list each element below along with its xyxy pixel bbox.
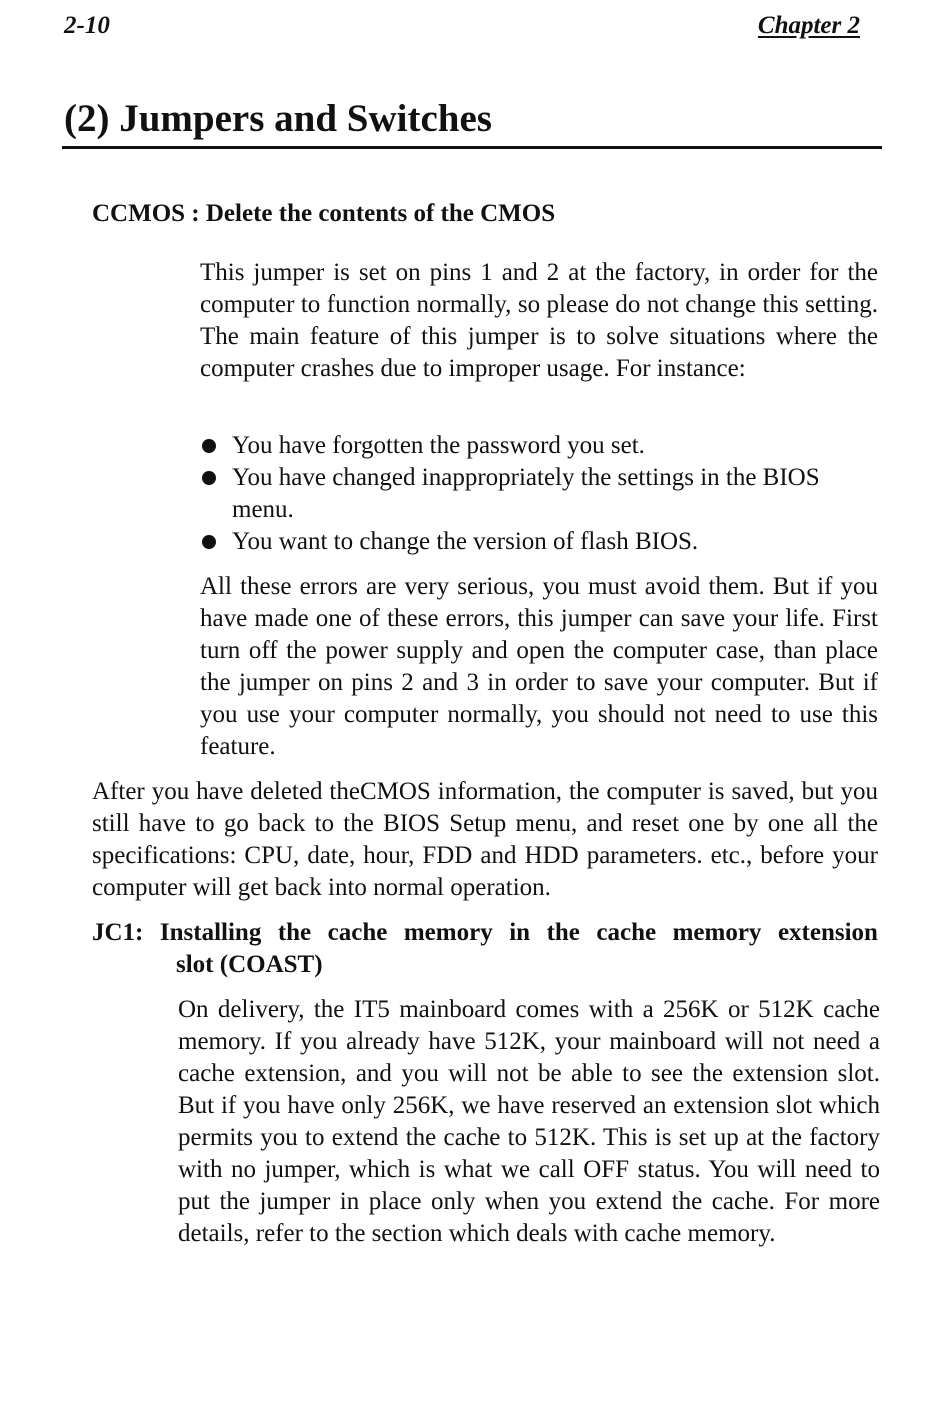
title-rule bbox=[62, 146, 882, 149]
section-title: (2) Jumpers and Switches bbox=[64, 97, 492, 140]
jc1-heading-word: the bbox=[277, 919, 312, 946]
jc1-heading bbox=[92, 917, 878, 981]
list-item bbox=[198, 526, 878, 558]
bullet-dot-icon bbox=[202, 439, 216, 453]
chapter-label: Chapter 2 bbox=[757, 12, 860, 39]
page-number: 2-10 bbox=[64, 12, 110, 39]
jc1-heading-word: cache bbox=[596, 919, 657, 946]
list-item bbox=[198, 430, 878, 462]
jc1-heading-word: Installing bbox=[159, 919, 262, 946]
bullet-text: You have changed inappropriately the settings in the BIOS menu. bbox=[232, 464, 820, 523]
jc1-heading-line1 bbox=[92, 917, 878, 949]
list-item bbox=[198, 462, 878, 526]
jc1-heading-word: memory bbox=[672, 919, 762, 946]
bullet-text: You want to change the version of flash BIOS. bbox=[232, 528, 699, 555]
jc1-heading-word: in bbox=[509, 919, 531, 946]
jc1-body-paragraph: On delivery, the IT5 mainboard comes with a 256K or 512K cache memory. If you already have 512K, your mainboard will not need a cache extension, and you will not be able to see the extension slot. But if you have only 256K, we have reserved an extension slot which permits you to extend the cache to 512K. This is set up at the factory with no jumper, which is what we call OFF status. You will need to put the jumper in place only when you extend the cache. For more details, refer to the section which deals with cache memory. bbox=[178, 996, 880, 1247]
ccmos-warning-paragraph: All these errors are very serious, you must avoid them. But if you have made one of these errors, this jumper can save your life. First turn off the power supply and open the computer case, than place the jumper on pins 2 and 3 in order to save your computer. But if you use your computer normally, you should not need to use this feature. bbox=[200, 573, 878, 760]
jc1-heading-word: memory bbox=[403, 919, 493, 946]
ccmos-after-paragraph: After you have deleted theCMOS information, the computer is saved, but you still have to go back to the BIOS Setup menu, and reset one by one all the specifications: CPU, date, hour, FDD and HDD parameters. etc., before your computer will get back into normal operation. bbox=[92, 778, 878, 901]
jc1-heading-word: cache bbox=[327, 919, 388, 946]
ccmos-heading: CCMOS : Delete the contents of the CMOS bbox=[92, 200, 556, 227]
ccmos-bullet-list bbox=[198, 430, 878, 558]
bullet-dot-icon bbox=[202, 535, 216, 549]
jc1-heading-word: extension bbox=[777, 919, 878, 946]
jc1-heading-line2: slot (COAST) bbox=[176, 951, 323, 978]
jc1-heading-word: JC1: bbox=[92, 919, 144, 946]
bullet-text: You have forgotten the password you set. bbox=[232, 432, 645, 459]
ccmos-intro-paragraph: This jumper is set on pins 1 and 2 at the factory, in order for the computer to function normally, so please do not change this setting. The main feature of this jumper is to solve situations where the computer crashes due to improper usage. For instance: bbox=[200, 259, 878, 382]
bullet-dot-icon bbox=[202, 471, 216, 485]
jc1-heading-word: the bbox=[546, 919, 580, 946]
